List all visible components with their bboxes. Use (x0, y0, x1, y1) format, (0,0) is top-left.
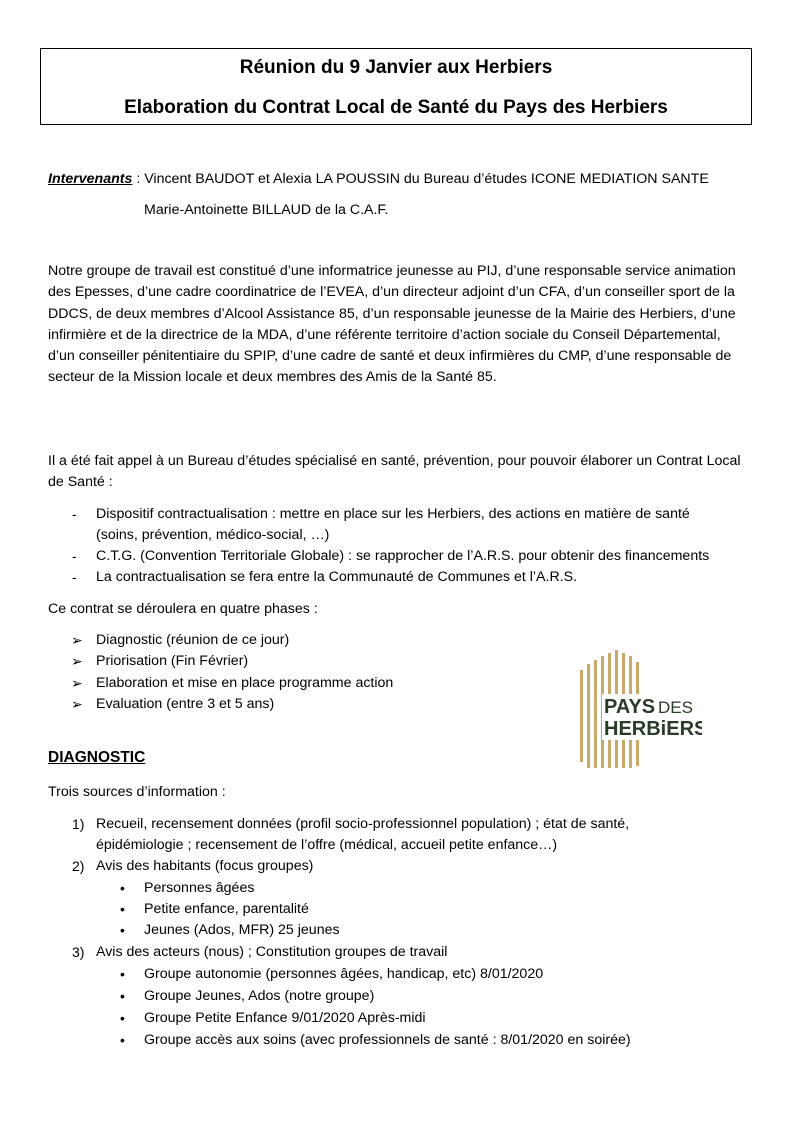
logo-word-herbiers: HERBiERS (604, 718, 702, 740)
source-3-sub: Groupe autonomie (personnes âgées, handicap, etc) 8/01/2020 (144, 966, 544, 982)
source-1-line-1: Recueil, recensement données (profil socio-professionnel population) ; état de santé, (96, 816, 630, 832)
arrow-bullet-icon: ➢ (71, 696, 83, 712)
phase-item: Diagnostic (réunion de ce jour) (96, 632, 290, 648)
bullet-icon: • (120, 988, 125, 1004)
pays-des-herbiers-logo (578, 650, 702, 770)
source-3-sub: Groupe Jeunes, Ados (notre groupe) (144, 988, 375, 1004)
list-number: 3) (72, 944, 85, 960)
source-2-sub: Personnes âgées (144, 880, 255, 896)
page-subtitle: Elaboration du Contrat Local de Santé du Pays des Herbiers (124, 97, 668, 118)
bullet-icon: • (120, 880, 125, 896)
source-2-sub: Jeunes (Ados, MFR) 25 jeunes (144, 922, 340, 938)
arrow-bullet-icon: ➢ (71, 653, 83, 669)
source-3-sub: Groupe accès aux soins (avec professionnels de santé : 8/01/2020 en soirée) (144, 1032, 631, 1048)
speakers-text-1: Vincent BAUDOT et Alexia LA POUSSIN du Bureau d’études ICONE MEDIATION SANTE (144, 171, 709, 187)
bureau-item-3: La contractualisation se fera entre la Communauté de Communes et l’A.R.S. (96, 569, 578, 585)
bullet-icon: • (120, 966, 125, 982)
logo-stripes-icon (578, 650, 702, 770)
speakers-line-1 (48, 169, 709, 190)
dash-marker: - (72, 569, 77, 585)
source-3-sub: Groupe Petite Enfance 9/01/2020 Après-midi (144, 1010, 426, 1026)
logo-word-des: DES (658, 698, 693, 717)
speakers-label: Intervenants (48, 171, 133, 187)
bullet-icon: • (120, 922, 125, 938)
bullet-icon: • (120, 901, 125, 917)
bureau-intro: Il a été fait appel à un Bureau d’études spécialisé en santé, prévention, pour pouvoir élaborer un Contrat Local de Santé : (48, 453, 741, 491)
bullet-icon: • (120, 1010, 125, 1026)
speakers-line-2: Marie-Antoinette BILLAUD de la C.A.F. (144, 202, 389, 218)
arrow-bullet-icon: ➢ (71, 675, 83, 691)
diagnostic-heading: DIAGNOSTIC (48, 749, 146, 766)
source-3-line-1: Avis des acteurs (nous) ; Constitution groupes de travail (96, 944, 448, 960)
title-box (40, 48, 752, 125)
arrow-bullet-icon: ➢ (71, 632, 83, 648)
bullet-icon: • (120, 1032, 125, 1048)
speakers-sep: : (132, 171, 141, 187)
page-title: Réunion du 9 Janvier aux Herbiers (239, 57, 553, 78)
source-1-line-2: épidémiologie ; recensement de l’offre (médical, accueil petite enfance…) (96, 837, 558, 853)
bureau-item-1-line-1: Dispositif contractualisation : mettre en place sur les Herbiers, des actions en matière de santé (96, 506, 690, 522)
list-number: 2) (72, 858, 85, 874)
list-number: 1) (72, 816, 85, 832)
bureau-item-1-line-2: (soins, prévention, médico-social, …) (96, 527, 330, 543)
phase-item: Priorisation (Fin Février) (96, 653, 249, 669)
phase-item: Elaboration et mise en place programme action (96, 675, 394, 691)
source-2-sub: Petite enfance, parentalité (144, 901, 309, 917)
source-2-line-1: Avis des habitants (focus groupes) (96, 858, 314, 874)
logo-word-pays: PAYS (604, 696, 656, 718)
bureau-item-2: C.T.G. (Convention Territoriale Globale) : se rapprocher de l’A.R.S. pour obtenir des financements (96, 548, 710, 564)
phase-item: Evaluation (entre 3 et 5 ans) (96, 696, 275, 712)
group-paragraph: Notre groupe de travail est constitué d’une informatrice jeunesse au PIJ, d’une responsable service animation des Epesses, d’une cadre coordinatrice de l’EVEA, d’un directeur adjoint d’un CFA, d’un conseiller sport de la DDCS, de deux membres d’Alcool Assistance 85, d’un responsable jeunesse de la Mairie des Herbiers, d’une infirmière et de la directrice de la MDA, d’une référente territoire d’action sociale du Conseil Départemental, d’un conseiller pénitentiaire du SPIP, d’une cadre de santé et deux infirmières du CMP, d’une responsable de secteur de la Mission locale et deux membres des Amis de la Santé 85. (48, 263, 736, 386)
phases-intro: Ce contrat se déroulera en quatre phases : (48, 601, 318, 617)
dash-marker: - (72, 548, 77, 564)
dash-marker: - (72, 506, 77, 522)
diagnostic-intro: Trois sources d’information : (48, 784, 226, 800)
